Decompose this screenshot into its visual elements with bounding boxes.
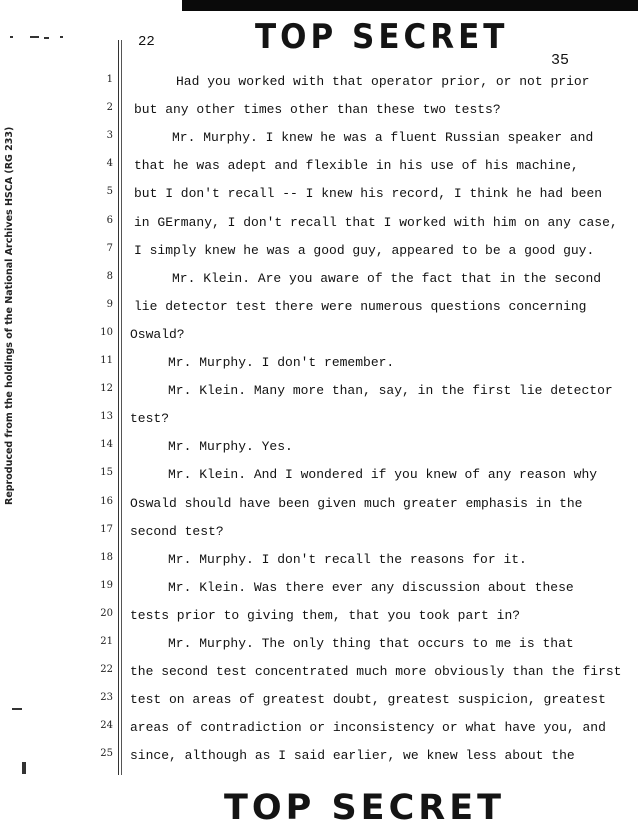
- transcript-line: Mr. Murphy. I don't remember.: [168, 355, 395, 370]
- margin-rule-line-inner: [121, 40, 122, 775]
- line-number: 16: [100, 495, 113, 507]
- transcript-line: Mr. Klein. Was there ever any discussion about these: [168, 579, 574, 595]
- transcript-line: areas of contradiction or inconsistency or what have you, and: [130, 720, 606, 736]
- transcript-line: the second test concentrated much more obviously than the first: [130, 664, 622, 680]
- transcript-line: tests prior to giving them, that you took part in?: [130, 607, 521, 623]
- line-number: 22: [100, 664, 113, 676]
- transcript-line: but I don't recall -- I knew his record, I think he had been: [134, 186, 603, 202]
- scan-speck: [12, 708, 22, 710]
- page-number-left: 22: [138, 34, 155, 50]
- transcript-line: Mr. Klein. Are you aware of the fact that in the second: [172, 270, 602, 286]
- line-number: 1: [106, 74, 113, 85]
- line-number: 19: [100, 579, 113, 591]
- page-number-right: 35: [551, 52, 570, 69]
- line-number: 15: [100, 467, 113, 479]
- line-number: 5: [106, 186, 113, 198]
- transcript-line: test?: [130, 411, 170, 427]
- transcript-line: in GErmany, I don't recall that I worked with him on any case,: [134, 214, 618, 230]
- scan-speck: [30, 36, 39, 38]
- transcript-line: lie detector test there were numerous questions concerning: [134, 298, 587, 314]
- line-number: 7: [106, 242, 113, 254]
- line-number: 9: [106, 298, 113, 310]
- transcript-line: that he was adept and flexible in his use of his machine,: [134, 158, 579, 174]
- scan-top-black-bar: [182, 0, 638, 11]
- top-secret-stamp-header: TOP SECRET: [255, 17, 509, 57]
- line-number: 14: [100, 439, 113, 451]
- scan-speck: [60, 36, 63, 38]
- transcript-line: Mr. Murphy. I don't recall the reasons for it.: [168, 551, 527, 567]
- archives-side-note: Reproduced from the holdings of the National Archives HSCA (RG 233): [4, 126, 15, 505]
- line-number: 24: [100, 720, 113, 732]
- line-number: 6: [106, 214, 113, 226]
- transcript-line: I simply knew he was a good guy, appeared to be a good guy.: [134, 242, 595, 258]
- line-number: 10: [100, 326, 113, 338]
- margin-rule-line: [118, 40, 119, 775]
- transcript-line: since, although as I said earlier, we knew less about the: [130, 748, 575, 764]
- line-number: 8: [106, 270, 113, 282]
- line-number: 12: [100, 383, 113, 395]
- scan-speck: [44, 37, 49, 39]
- transcript-line: Oswald should have been given much greater emphasis in the: [130, 495, 583, 511]
- line-number: 2: [106, 102, 113, 114]
- transcript-line: Had you worked with that operator prior, or not prior: [176, 74, 590, 89]
- line-number: 4: [106, 158, 113, 170]
- transcript-line: Mr. Murphy. Yes.: [168, 439, 293, 455]
- line-number: 11: [100, 355, 113, 366]
- line-number: 21: [100, 636, 113, 647]
- line-number: 17: [100, 523, 113, 535]
- top-secret-stamp-footer: TOP SECRET: [224, 788, 506, 828]
- line-number: 23: [100, 692, 113, 704]
- line-number: 18: [100, 551, 113, 563]
- transcript-line: Oswald?: [130, 326, 185, 342]
- transcript-line: second test?: [130, 523, 224, 539]
- line-number: 20: [100, 607, 113, 619]
- transcript-line: Mr. Klein. Many more than, say, in the first lie detector: [168, 383, 613, 399]
- line-number: 13: [100, 411, 113, 423]
- line-number: 3: [106, 130, 113, 142]
- transcript-line: Mr. Murphy. I knew he was a fluent Russian speaker and: [172, 130, 594, 146]
- transcript-line: Mr. Murphy. The only thing that occurs to me is that: [168, 636, 574, 651]
- transcript-line: Mr. Klein. And I wondered if you knew of any reason why: [168, 467, 598, 483]
- transcript-line: test on areas of greatest doubt, greatest suspicion, greatest: [130, 692, 606, 708]
- scan-speck: [10, 36, 13, 38]
- line-number: 25: [100, 748, 113, 760]
- scan-speck: [22, 762, 26, 774]
- transcript-line: but any other times other than these two tests?: [134, 102, 501, 118]
